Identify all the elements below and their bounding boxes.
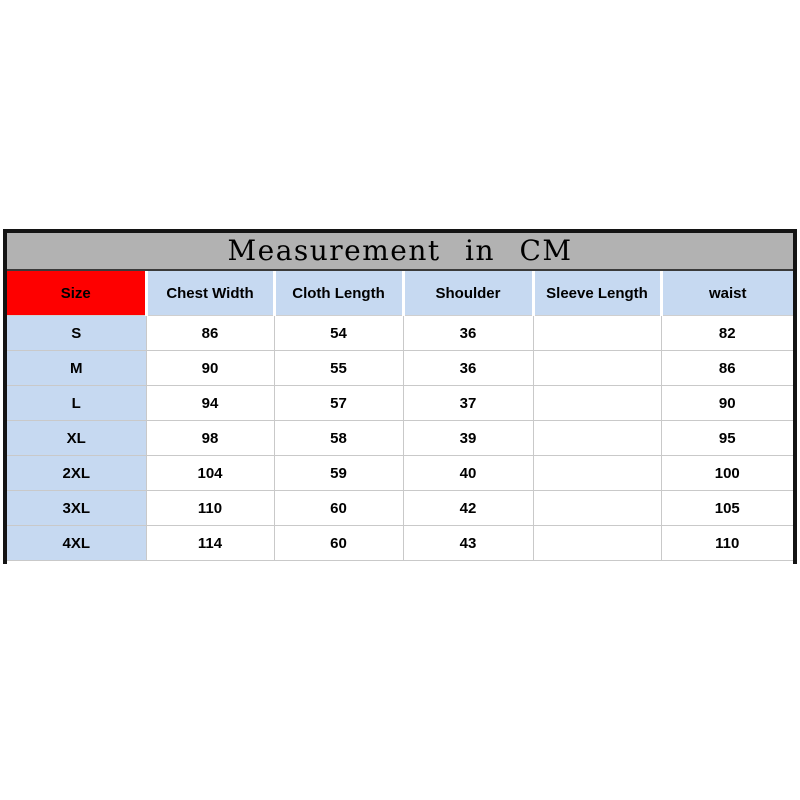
table-row <box>7 386 793 421</box>
table-row <box>7 526 793 561</box>
chart-title-bar <box>7 233 793 271</box>
shoulder-cell: 39 <box>403 421 533 456</box>
chest-width-cell: 94 <box>146 386 274 421</box>
size-cell: XL <box>7 421 146 456</box>
waist-cell: 100 <box>661 456 793 491</box>
shoulder-cell: 36 <box>403 351 533 386</box>
chest-width-cell: 114 <box>146 526 274 561</box>
chart-title: Measurement in CM <box>227 234 573 267</box>
sleeve-length-cell <box>533 491 661 526</box>
table-row <box>7 351 793 386</box>
column-header-size: Size <box>7 271 146 316</box>
chest-width-cell: 86 <box>146 316 274 351</box>
size-cell: 4XL <box>7 526 146 561</box>
shoulder-cell: 37 <box>403 386 533 421</box>
cloth-length-cell: 59 <box>274 456 403 491</box>
sleeve-length-cell <box>533 386 661 421</box>
shoulder-cell: 36 <box>403 316 533 351</box>
column-header-waist: waist <box>661 271 793 316</box>
waist-cell: 86 <box>661 351 793 386</box>
column-header-sleeve-length: Sleeve Length <box>533 271 661 316</box>
measurement-table <box>7 271 793 561</box>
column-header-shoulder: Shoulder <box>403 271 533 316</box>
waist-cell: 110 <box>661 526 793 561</box>
header-row <box>7 271 793 316</box>
sleeve-length-cell <box>533 316 661 351</box>
cloth-length-cell: 55 <box>274 351 403 386</box>
waist-cell: 95 <box>661 421 793 456</box>
table-row <box>7 456 793 491</box>
cloth-length-cell: 58 <box>274 421 403 456</box>
waist-cell: 82 <box>661 316 793 351</box>
shoulder-cell: 40 <box>403 456 533 491</box>
sleeve-length-cell <box>533 526 661 561</box>
sleeve-length-cell <box>533 351 661 386</box>
size-cell: L <box>7 386 146 421</box>
cloth-length-cell: 60 <box>274 526 403 561</box>
table-row <box>7 421 793 456</box>
column-header-chest-width: Chest Width <box>146 271 274 316</box>
size-cell: M <box>7 351 146 386</box>
chest-width-cell: 104 <box>146 456 274 491</box>
table-row <box>7 316 793 351</box>
shoulder-cell: 42 <box>403 491 533 526</box>
table-row <box>7 491 793 526</box>
size-chart-table <box>3 229 797 564</box>
chest-width-cell: 90 <box>146 351 274 386</box>
waist-cell: 90 <box>661 386 793 421</box>
sleeve-length-cell <box>533 421 661 456</box>
cloth-length-cell: 54 <box>274 316 403 351</box>
table-bottom-edge <box>7 561 793 564</box>
waist-cell: 105 <box>661 491 793 526</box>
sleeve-length-cell <box>533 456 661 491</box>
size-cell: S <box>7 316 146 351</box>
shoulder-cell: 43 <box>403 526 533 561</box>
chest-width-cell: 110 <box>146 491 274 526</box>
chest-width-cell: 98 <box>146 421 274 456</box>
cloth-length-cell: 57 <box>274 386 403 421</box>
size-cell: 2XL <box>7 456 146 491</box>
cloth-length-cell: 60 <box>274 491 403 526</box>
size-cell: 3XL <box>7 491 146 526</box>
column-header-cloth-length: Cloth Length <box>274 271 403 316</box>
